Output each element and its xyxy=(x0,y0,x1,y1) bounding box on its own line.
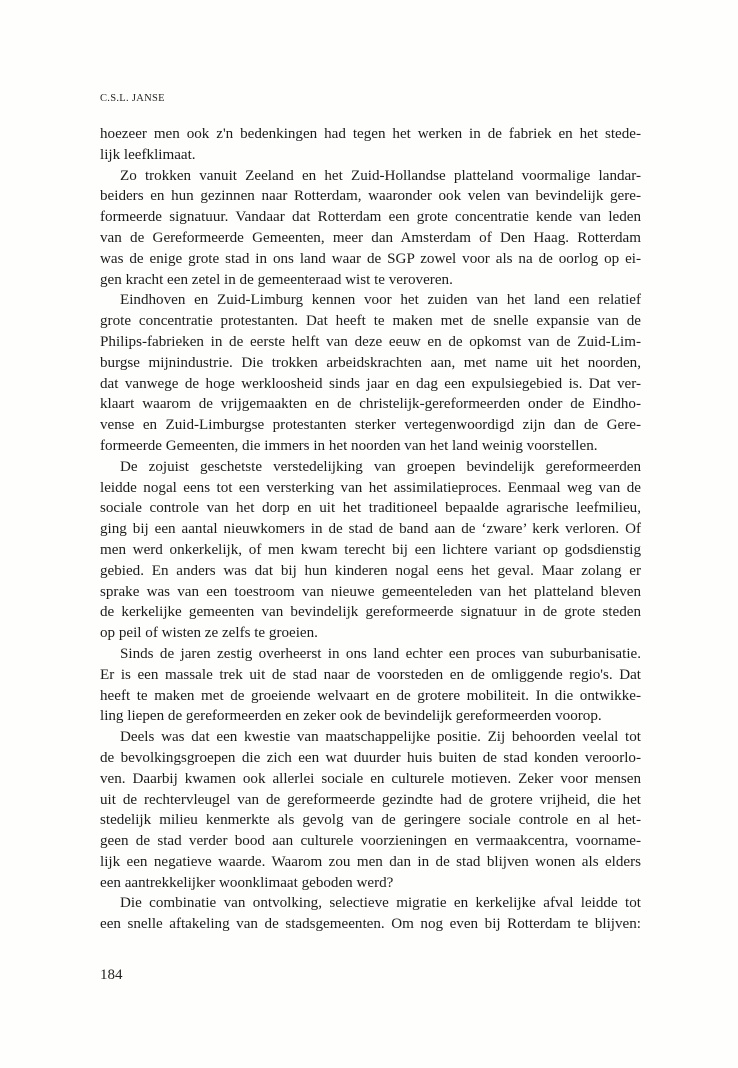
text-line: gen kracht een zetel in de gemeenteraad wist te veroveren. xyxy=(100,271,453,288)
text-line: uit de rechtervleugel van de gereformeerde gezindte had de grotere vrijheid, die het xyxy=(100,791,641,808)
paragraph xyxy=(100,457,641,644)
text-line: dat vanwege de hoge werkloosheid sinds jaar en dag een expulsiegebied is. Dat ver- xyxy=(100,375,641,392)
paragraph xyxy=(100,166,641,291)
text-line: een aantrekkelijker woonklimaat geboden werd? xyxy=(100,874,394,891)
running-head: C.S.L. JANSE xyxy=(100,93,165,104)
text-line: van de Gereformeerde Gemeenten, meer dan Amsterdam of Den Haag. Rotterdam xyxy=(100,229,641,246)
text-line: de bevolkingsgroepen die zich een wat duurder huis buiten de stad konden veroorlo- xyxy=(100,749,641,766)
paragraph xyxy=(100,124,641,166)
paragraph xyxy=(100,893,641,935)
text-line: heeft te maken met de groeiende welvaart en de grotere mobiliteit. In die ontwikke- xyxy=(100,687,641,704)
text-line: Deels was dat een kwestie van maatschappelijke positie. Zij behoorden veelal tot xyxy=(120,729,641,746)
text-line: de kerkelijke gemeenten van bevindelijk gereformeerde signatuur in de grote steden xyxy=(100,604,641,621)
text-line: grote concentratie protestanten. Dat heeft te maken met de snelle expansie van de xyxy=(100,313,641,330)
text-line: een snelle aftakeling van de stadsgemeenten. Om nog even bij Rotterdam te blijven: xyxy=(100,916,641,933)
text-line: burgse mijnindustrie. Die trokken arbeidskrachten aan, met name uit het noorden, xyxy=(100,354,641,371)
text-line: formeerde signatuur. Vandaar dat Rotterdam een grote concentratie kende van leden xyxy=(100,209,641,226)
text-line: Philips-fabrieken in de eerste helft van deze eeuw en de opkomst van de Zuid-Lim- xyxy=(100,333,641,350)
text-line: hoezeer men ook z'n bedenkingen had tegen het werken in de fabriek en het stede- xyxy=(100,126,641,142)
text-line: ven. Daarbij kwamen ook allerlei sociale en culturele motieven. Zeker voor mensen xyxy=(100,770,641,787)
body-text xyxy=(100,124,641,935)
text-line: Sinds de jaren zestig overheerst in ons land echter een proces van suburbanisatie. xyxy=(120,645,641,662)
text-line: klaart waarom de vrijgemaakten en de christelijk-gereformeerden onder de Eindho- xyxy=(100,396,641,413)
text-line: Er is een massale trek uit de stad naar de voorsteden en de omliggende regio's. Dat xyxy=(100,666,641,683)
paragraph xyxy=(100,644,641,727)
text-line: vense en Zuid-Limburgse protestanten sterker vertegenwoordigd zijn dan de Gere- xyxy=(100,417,641,434)
text-line: sprake was van een toestroom van nieuwe gemeenteleden van het platteland bleven xyxy=(100,583,641,600)
text-line: leidde nogal eens tot een versterking van het assimilatieproces. Eenmaal weg van de xyxy=(100,479,641,496)
text-line: lijk een negatieve waarde. Waarom zou men dan in de stad blijven wonen als elders xyxy=(100,853,641,870)
text-line: gebied. En anders was dat bij hun kinderen nogal eens het geval. Maar zolang er xyxy=(100,562,641,579)
text-line: Zo trokken vanuit Zeeland en het Zuid-Hollandse platteland voormalige landar- xyxy=(120,167,641,184)
text-line: De zojuist geschetste verstedelijking van groepen bevindelijk gereformeerden xyxy=(120,458,641,475)
text-line: lijk leefklimaat. xyxy=(100,146,196,163)
text-line: men werd onkerkelijk, of men kwam terecht bij een lichtere variant op godsdienstig xyxy=(100,541,641,558)
text-line: geen de stad verder bood aan culturele voorzieningen en vermaakcentra, voorname- xyxy=(100,833,641,850)
text-line: stedelijk milieu kenmerkte als gevolg van de geringere sociale controle en al het- xyxy=(100,812,641,829)
text-line: was de enige grote stad in ons land waar de SGP zowel voor als na de oorlog op ei- xyxy=(100,250,641,267)
paragraph xyxy=(100,727,641,893)
text-line: op peil of wisten ze zelfs te groeien. xyxy=(100,625,318,642)
text-line: formeerde Gemeenten, die immers in het noorden van het land weinig voorstellen. xyxy=(100,437,598,454)
page-number: 184 xyxy=(100,967,123,983)
text-line: Eindhoven en Zuid-Limburg kennen voor het zuiden van het land een relatief xyxy=(120,292,641,309)
text-line: beiders en hun gezinnen naar Rotterdam, waaronder ook velen van bevindelijk gere- xyxy=(100,188,641,205)
text-line: Die combinatie van ontvolking, selectieve migratie en kerkelijke afval leidde tot xyxy=(120,895,641,912)
text-line: sociale controle van het dorp en uit het traditioneel bepaalde agrarische leefmilieu, xyxy=(100,500,641,517)
text-line: ling liepen de gereformeerden en zeker ook de bevindelijk gereformeerden voorop. xyxy=(100,708,602,725)
text-line: ging bij een aantal nieuwkomers in de stad de band aan de ‘zware’ kerk verloren. Of xyxy=(100,521,641,538)
paragraph xyxy=(100,290,641,456)
